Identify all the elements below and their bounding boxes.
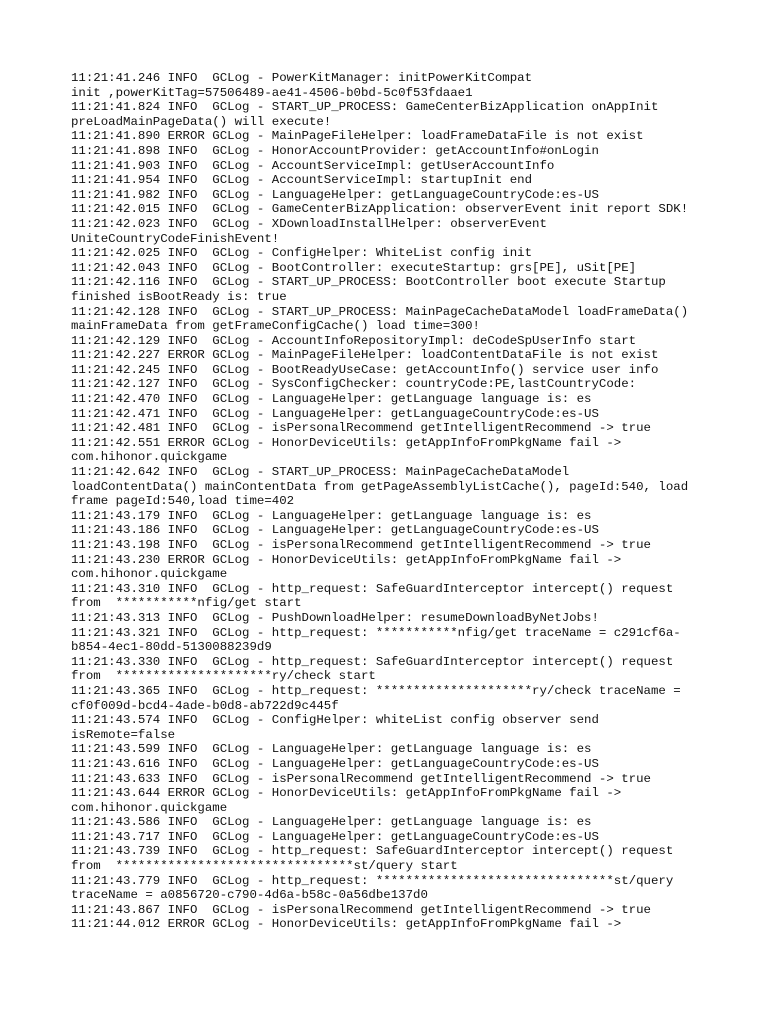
log-line: 11:21:42.129 INFO GCLog - AccountInfoRepositoryImpl: deCodeSpUserInfo start [71,333,637,348]
log-line: 11:21:43.616 INFO GCLog - LanguageHelper: getLanguageCountryCode:es-US [71,756,599,771]
log-line: com.hihonor.quickgame [71,800,228,815]
log-line: 11:21:41.246 INFO GCLog - PowerKitManager: initPowerKitCompat [71,71,533,85]
log-line: init ,powerKitTag=57506489-ae41-4506-b0bd-5c0f53fdaae1 [71,85,473,100]
log-line: 11:21:42.043 INFO GCLog - BootController: executeStartup: grs[PE], uSit[PE] [71,260,637,275]
log-line: loadContentData() mainContentData from getPageAssemblyListCache(), pageId:540, load [71,479,689,494]
log-line: 11:21:43.365 INFO GCLog - http_request: *********************ry/check traceName = [71,683,681,698]
log-line: traceName = a0856720-c790-4d6a-b58c-0a56dbe137d0 [71,888,428,903]
log-line: 11:21:42.128 INFO GCLog - START_UP_PROCESS: MainPageCacheDataModel loadFrameData() [71,304,689,319]
log-line: 11:21:41.954 INFO GCLog - AccountServiceImpl: startupInit end [71,173,533,188]
log-line: 11:21:43.599 INFO GCLog - LanguageHelper: getLanguage language is: es [71,742,592,757]
log-line: isRemote=false [71,727,176,742]
log-line: frame pageId:540,load time=402 [71,494,295,509]
log-line: 11:21:43.633 INFO GCLog - isPersonalRecommend getIntelligentRecommend -> true [71,771,651,786]
log-line: 11:21:42.551 ERROR GCLog - HonorDeviceUtils: getAppInfoFromPkgName fail -> [71,435,622,450]
log-line: 11:21:41.898 INFO GCLog - HonorAccountProvider: getAccountInfo#onLogin [71,143,599,158]
log-line: 11:21:43.739 INFO GCLog - http_request: SafeGuardInterceptor intercept() request [71,844,674,859]
log-line: 11:21:41.982 INFO GCLog - LanguageHelper: getLanguageCountryCode:es-US [71,187,599,202]
log-line: 11:21:41.890 ERROR GCLog - MainPageFileHelper: loadFrameDataFile is not exist [71,129,644,144]
log-line: 11:21:42.023 INFO GCLog - XDownloadInstallHelper: observerEvent [71,216,547,231]
log-line: 11:21:43.717 INFO GCLog - LanguageHelper: getLanguageCountryCode:es-US [71,829,599,844]
log-line: 11:21:43.867 INFO GCLog - isPersonalRecommend getIntelligentRecommend -> true [71,902,651,917]
log-line: finished isBootReady is: true [71,289,287,304]
log-line: cf0f009d-bcd4-4ade-b0d8-ab722d9c445f [71,698,339,713]
log-line: UniteCountryCodeFinishEvent! [71,231,280,246]
log-text [71,71,731,932]
log-line: 11:21:42.642 INFO GCLog - START_UP_PROCESS: MainPageCacheDataModel [71,465,570,480]
log-line: 11:21:42.481 INFO GCLog - isPersonalRecommend getIntelligentRecommend -> true [71,421,651,436]
log-line: 11:21:41.824 INFO GCLog - START_UP_PROCESS: GameCenterBizApplication onAppInit [71,100,659,115]
log-line: 11:21:43.586 INFO GCLog - LanguageHelper: getLanguage language is: es [71,815,592,830]
log-line: preLoadMainPageData() will execute! [71,114,332,129]
log-line: 11:21:44.012 ERROR GCLog - HonorDeviceUtils: getAppInfoFromPkgName fail -> [71,917,622,932]
log-line: 11:21:42.227 ERROR GCLog - MainPageFileHelper: loadContentDataFile is not exist [71,348,659,363]
log-line: 11:21:42.245 INFO GCLog - BootReadyUseCase: getAccountInfo() service user info [71,362,659,377]
log-line: com.hihonor.quickgame [71,567,228,582]
log-line: 11:21:43.330 INFO GCLog - http_request: SafeGuardInterceptor intercept() request [71,654,674,669]
log-line: b854-4ec1-80dd-5130088239d9 [71,640,272,655]
log-line: 11:21:43.230 ERROR GCLog - HonorDeviceUtils: getAppInfoFromPkgName fail -> [71,552,622,567]
log-line: 11:21:43.186 INFO GCLog - LanguageHelper: getLanguageCountryCode:es-US [71,523,599,538]
log-line: from ***********nfig/get start [71,596,302,611]
log-line: 11:21:43.310 INFO GCLog - http_request: SafeGuardInterceptor intercept() request [71,581,674,596]
log-line: 11:21:42.127 INFO GCLog - SysConfigChecker: countryCode:PE,lastCountryCode: [71,377,637,392]
log-line: 11:21:43.779 INFO GCLog - http_request: ********************************st/query [71,873,674,888]
log-line: 11:21:43.321 INFO GCLog - http_request: ***********nfig/get traceName = c291cf6a- [71,625,681,640]
log-line: 11:21:42.470 INFO GCLog - LanguageHelper: getLanguage language is: es [71,392,592,407]
log-line: 11:21:42.015 INFO GCLog - GameCenterBizApplication: observerEvent init report SDK! [71,202,689,217]
log-line: 11:21:42.116 INFO GCLog - START_UP_PROCESS: BootController boot execute Startup [71,275,666,290]
log-line: 11:21:43.179 INFO GCLog - LanguageHelper: getLanguage language is: es [71,508,592,523]
log-line: 11:21:43.644 ERROR GCLog - HonorDeviceUtils: getAppInfoFromPkgName fail -> [71,786,622,801]
log-line: 11:21:41.903 INFO GCLog - AccountServiceImpl: getUserAccountInfo [71,158,555,173]
log-line: 11:21:42.471 INFO GCLog - LanguageHelper: getLanguageCountryCode:es-US [71,406,599,421]
log-line: 11:21:43.313 INFO GCLog - PushDownloadHelper: resumeDownloadByNetJobs! [71,610,599,625]
log-line: 11:21:43.574 INFO GCLog - ConfigHelper: whiteList config observer send [71,713,599,728]
log-line: from ********************************st/query start [71,859,458,874]
log-line: com.hihonor.quickgame [71,450,228,465]
log-line: from *********************ry/check start [71,669,376,684]
log-line: 11:21:43.198 INFO GCLog - isPersonalRecommend getIntelligentRecommend -> true [71,538,651,552]
log-line: mainFrameData from getFrameConfigCache() load time=300! [71,319,480,334]
log-line: 11:21:42.025 INFO GCLog - ConfigHelper: WhiteList config init [71,246,533,261]
